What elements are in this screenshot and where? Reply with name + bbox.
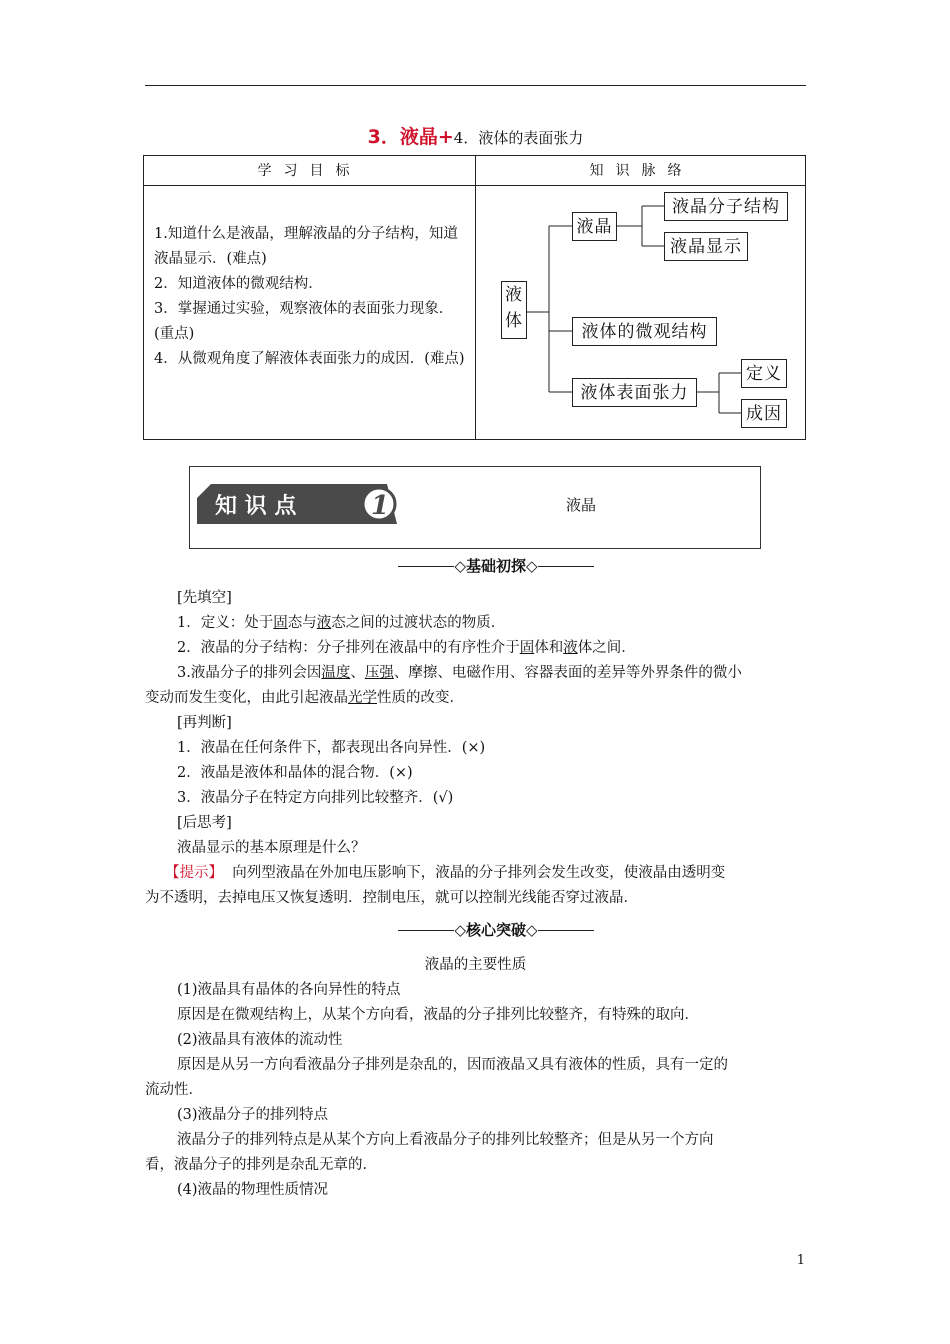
fill-blank-line-3 bbox=[145, 661, 806, 686]
core-point-text-cont: 看，液晶分子的排列是杂乱无章的． bbox=[145, 1157, 377, 1173]
knowledge-point-box bbox=[189, 466, 761, 549]
answer-blank: 温度 bbox=[321, 665, 351, 681]
judge-item: 1．液晶在任何条件下，都表现出各向异性．(×) bbox=[177, 740, 486, 756]
mindmap-lc-display: 液晶显示 bbox=[664, 232, 748, 261]
core-point-text: 原因是从另一方向看液晶分子排列是杂乱的，因而液晶又具有液体的性质，具有一定的 bbox=[177, 1057, 728, 1073]
objective-item: 1.知道什么是液晶，理解液晶的分子结构，知道液晶显示．(难点) bbox=[154, 226, 458, 267]
banner-text: 知 识 点 bbox=[215, 494, 297, 519]
section-basic-header bbox=[366, 555, 626, 576]
judge-label: [再判断] bbox=[177, 715, 232, 731]
fill-blank-line-3-cont bbox=[145, 686, 806, 711]
core-point-title: (1)液晶具有晶体的各向异性的特点 bbox=[177, 982, 401, 998]
fill-blank-label: [先填空] bbox=[177, 590, 232, 606]
learning-goals-header: 学习目标 bbox=[257, 163, 362, 179]
objectives-table bbox=[143, 155, 806, 440]
core-point-text-cont: 流动性． bbox=[145, 1082, 203, 1098]
answer-blank: 固 bbox=[519, 640, 535, 656]
section-rule-left bbox=[398, 566, 454, 567]
think-question: 液晶显示的基本原理是什么？ bbox=[177, 840, 366, 856]
core-point-title: (4)液晶的物理性质情况 bbox=[177, 1182, 329, 1198]
core-point-title: (2)液晶具有液体的流动性 bbox=[177, 1032, 343, 1048]
fill-blank-line-1 bbox=[145, 611, 806, 636]
text-span: 、 bbox=[350, 665, 365, 681]
text-span: 性质的改变． bbox=[377, 690, 464, 706]
text-span: 、摩擦、电磁作用、容器表面的差异等外界条件的微小 bbox=[393, 665, 742, 681]
text-span: 3.液晶分子的排列会因 bbox=[177, 665, 322, 681]
hint-label: 【提示】 bbox=[165, 865, 223, 881]
objective-item: 2．知道液体的微观结构． bbox=[154, 276, 323, 292]
think-label: [后思考] bbox=[177, 815, 232, 831]
knowledge-point-banner bbox=[197, 484, 397, 524]
page-number: 1 bbox=[796, 1253, 805, 1268]
text-span: 体和 bbox=[534, 640, 564, 656]
think-hint-line-2: 为不透明，去掉电压又恢复透明．控制电压，就可以控制光线能否穿过液晶． bbox=[145, 890, 638, 906]
answer-blank: 压强 bbox=[364, 665, 394, 681]
mindmap-cause: 成因 bbox=[741, 399, 787, 428]
answer-blank: 液 bbox=[316, 615, 332, 631]
objective-item: 4．从微观角度了解液体表面张力的成因．(难点) bbox=[154, 351, 465, 367]
knowledge-point-topic: 液晶 bbox=[565, 496, 596, 514]
answer-blank: 光学 bbox=[348, 690, 377, 706]
mindmap-micro-structure: 液体的微观结构 bbox=[572, 317, 717, 346]
section-rule-left bbox=[398, 930, 454, 931]
think-hint-line-1 bbox=[145, 861, 806, 886]
section-core-label: ◇核心突破◇ bbox=[454, 921, 538, 939]
mindmap-surface-tension: 液体表面张力 bbox=[572, 378, 697, 407]
answer-blank: 液 bbox=[563, 640, 578, 656]
header-rule bbox=[145, 85, 806, 86]
title-main: 3．液晶+ bbox=[367, 126, 454, 148]
title-secondary: 4．液体的表面张力 bbox=[453, 129, 584, 147]
section-core-header bbox=[366, 919, 626, 940]
objective-item: 3．掌握通过实验，观察液体的表面张力现象．(重点) bbox=[154, 301, 454, 342]
section-rule-right bbox=[538, 566, 594, 567]
text-span: 态与 bbox=[287, 615, 317, 631]
text-span: 2．液晶的分子结构：分子排列在液晶中的有序性介于 bbox=[177, 640, 520, 656]
text-span: 体之间． bbox=[577, 640, 636, 656]
section-basic-label: ◇基础初探◇ bbox=[454, 557, 538, 575]
answer-blank: 固 bbox=[273, 615, 288, 631]
core-point-text: 液晶分子的排列特点是从某个方向上看液晶分子的排列比较整齐；但是从另一个方向 bbox=[177, 1132, 714, 1148]
text-span: 态之间的过渡状态的物质． bbox=[331, 615, 506, 631]
knowledge-map-header: 知识脉络 bbox=[589, 163, 694, 179]
mindmap-lc-structure: 液晶分子结构 bbox=[664, 192, 788, 221]
hint-text: 向列型液晶在外加电压影响下，液晶的分子排列会发生改变，使液晶由透明变 bbox=[232, 865, 726, 881]
section-rule-right bbox=[538, 930, 594, 931]
text-span: 变动而发生变化，由此引起液晶 bbox=[145, 690, 348, 706]
judge-item: 3．液晶分子在特定方向排列比较整齐．(√) bbox=[177, 790, 454, 806]
mindmap-liquid-crystal: 液晶 bbox=[572, 212, 617, 241]
mindmap-root: 液体 bbox=[501, 281, 527, 339]
judge-item: 2．液晶是液体和晶体的混合物．(×) bbox=[177, 765, 413, 781]
core-subtitle: 液晶的主要性质 bbox=[424, 957, 527, 973]
core-point-title: (3)液晶分子的排列特点 bbox=[177, 1107, 329, 1123]
banner-number: 1 bbox=[371, 491, 390, 521]
page-title bbox=[145, 122, 806, 149]
fill-blank-line-2 bbox=[145, 636, 806, 661]
core-point-text: 原因是在微观结构上，从某个方向看，液晶的分子排列比较整齐，有特殊的取向． bbox=[177, 1007, 699, 1023]
mindmap-definition: 定义 bbox=[741, 359, 787, 388]
text-span: 1．定义：处于 bbox=[177, 615, 274, 631]
